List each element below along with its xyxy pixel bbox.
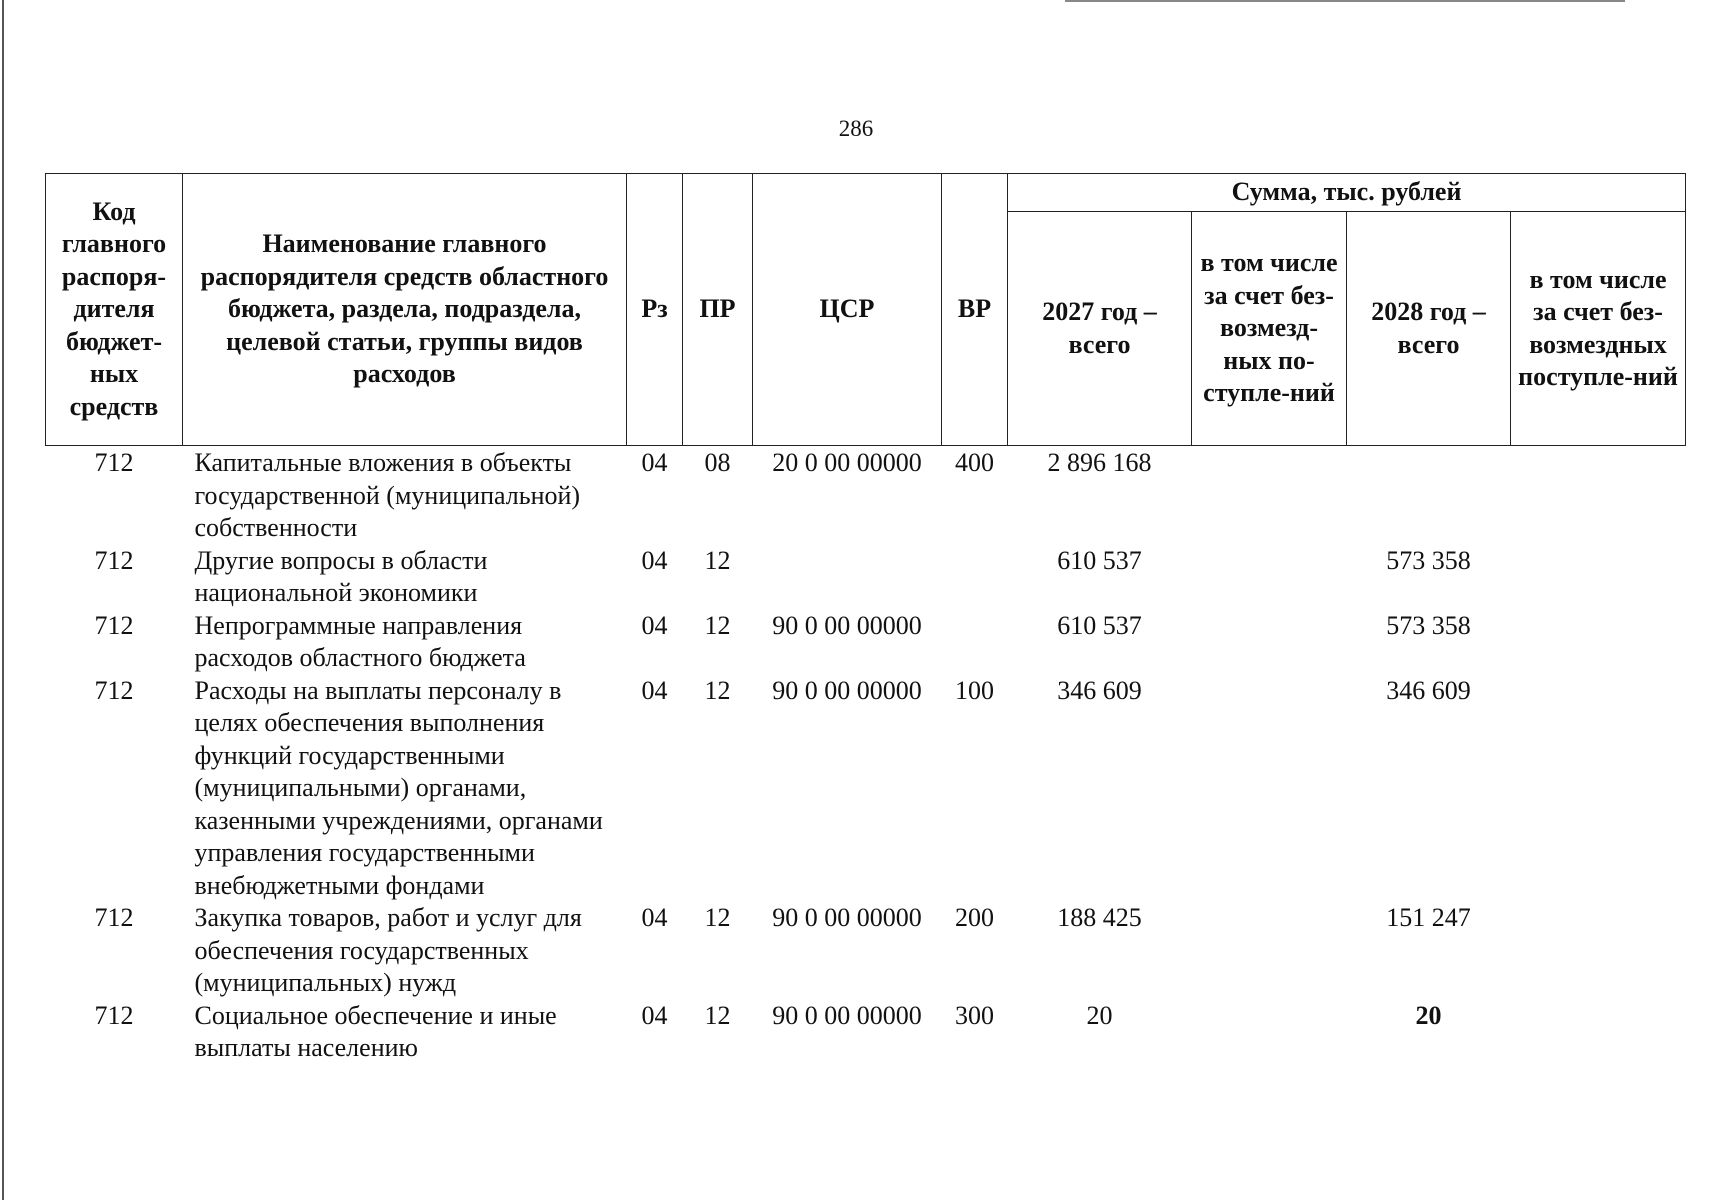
- cell-vr: 400: [955, 448, 994, 477]
- cell-code: 712: [94, 448, 134, 477]
- cell-2028-total: 573 358: [1386, 610, 1471, 640]
- cell-2027-free: [1192, 1000, 1347, 1065]
- header-name: Наименование главного распорядителя средств областного бюджета, раздела, подраздела, целевой статьи, группы видов расходов: [183, 174, 627, 446]
- header-csr: ЦСР: [753, 174, 942, 446]
- cell-2027-total: 2 896 168: [1047, 448, 1152, 477]
- cell-2028-total: [1347, 446, 1511, 545]
- scan-edge-top: [1065, 0, 1625, 2]
- budget-table: [45, 173, 1686, 1065]
- table-row: [46, 902, 1686, 1000]
- header-2027-free: в том числе за счет без-возмезд-ных по-ступле-ний: [1192, 212, 1347, 446]
- header-pr: ПР: [683, 174, 753, 446]
- page-number: 286: [838, 116, 874, 141]
- cell-2027-free: [1192, 545, 1347, 610]
- cell-name: Другие вопросы в области национальной экономики: [194, 545, 488, 607]
- cell-vr: [942, 545, 1008, 610]
- cell-csr: 90 0 00 00000: [772, 610, 922, 640]
- cell-rz: 04: [641, 675, 668, 705]
- cell-2027-total: 346 609: [1057, 675, 1142, 705]
- cell-csr: [753, 545, 942, 610]
- cell-2028-free: [1511, 446, 1686, 545]
- cell-2027-free: [1192, 610, 1347, 675]
- cell-csr: 90 0 00 00000: [772, 903, 922, 932]
- cell-2027-free: [1192, 446, 1347, 545]
- cell-name: Социальное обеспечение и иные выплаты населению: [194, 1000, 557, 1062]
- cell-code: 712: [94, 610, 134, 640]
- cell-pr: 08: [704, 448, 731, 477]
- table-row: [46, 675, 1686, 903]
- cell-name: Капитальные вложения в объекты государственной (муниципальной) собственности: [194, 448, 581, 542]
- cell-pr: 12: [704, 903, 731, 932]
- cell-2028-total: 346 609: [1386, 675, 1471, 705]
- cell-2028-free: [1511, 610, 1686, 675]
- cell-vr: 200: [955, 903, 994, 932]
- cell-2027-total: 610 537: [1057, 545, 1142, 575]
- cell-2028-free: [1511, 675, 1686, 903]
- scan-edge-left: [2, 0, 4, 1200]
- cell-rz: 04: [641, 448, 668, 477]
- cell-code: 712: [94, 675, 134, 705]
- cell-name: Расходы на выплаты персоналу в целях обеспечения выполнения функций государственными (муниципальными) органами, казенными учреждениями, органами управления государственными внебюджетными фондами: [194, 675, 603, 900]
- cell-pr: 12: [704, 545, 731, 575]
- cell-2028-total: 151 247: [1386, 903, 1471, 932]
- cell-rz: 04: [641, 610, 668, 640]
- header-rz: Рз: [627, 174, 683, 446]
- table-body: [46, 446, 1686, 1065]
- cell-2027-total: 20: [1086, 1000, 1113, 1030]
- header-2028-free: в том числе за счет без-возмездных поступле-ний: [1511, 212, 1686, 446]
- header-vr: ВР: [942, 174, 1008, 446]
- cell-2027-total: 610 537: [1057, 610, 1142, 640]
- cell-csr: 90 0 00 00000: [772, 1000, 922, 1030]
- cell-rz: 04: [641, 545, 668, 575]
- cell-vr: 100: [955, 675, 994, 705]
- cell-name: Закупка товаров, работ и услуг для обеспечения государственных (муниципальных) нужд: [194, 903, 582, 997]
- cell-2028-free: [1511, 1000, 1686, 1065]
- header-code: Код главного распоря-дителя бюджет-ных средств: [46, 174, 183, 446]
- cell-pr: 12: [704, 610, 731, 640]
- table-row: [46, 1000, 1686, 1065]
- header-2027-total: 2027 год – всего: [1008, 212, 1192, 446]
- cell-rz: 04: [641, 903, 668, 932]
- cell-code: 712: [94, 903, 134, 932]
- table-row: [46, 610, 1686, 675]
- cell-2027-free: [1192, 675, 1347, 903]
- cell-csr: 20 0 00 00000: [772, 448, 922, 477]
- cell-2028-total: 20: [1415, 1000, 1442, 1030]
- cell-code: 712: [94, 1000, 134, 1030]
- cell-vr: [942, 610, 1008, 675]
- cell-2028-free: [1511, 902, 1686, 1000]
- cell-2027-total: 188 425: [1057, 903, 1142, 932]
- cell-name: Непрограммные направления расходов областного бюджета: [194, 610, 526, 672]
- cell-vr: 300: [955, 1000, 994, 1030]
- table-row: [46, 545, 1686, 610]
- header-2028-total: 2028 год – всего: [1347, 212, 1511, 446]
- cell-code: 712: [94, 545, 134, 575]
- cell-csr: 90 0 00 00000: [772, 675, 922, 705]
- cell-2028-free: [1511, 545, 1686, 610]
- header-sum: Сумма, тыс. рублей: [1008, 174, 1686, 212]
- cell-2028-total: 573 358: [1386, 545, 1471, 575]
- cell-pr: 12: [704, 675, 731, 705]
- cell-pr: 12: [704, 1000, 731, 1030]
- table-row: [46, 446, 1686, 545]
- cell-rz: 04: [641, 1000, 668, 1030]
- cell-2027-free: [1192, 902, 1347, 1000]
